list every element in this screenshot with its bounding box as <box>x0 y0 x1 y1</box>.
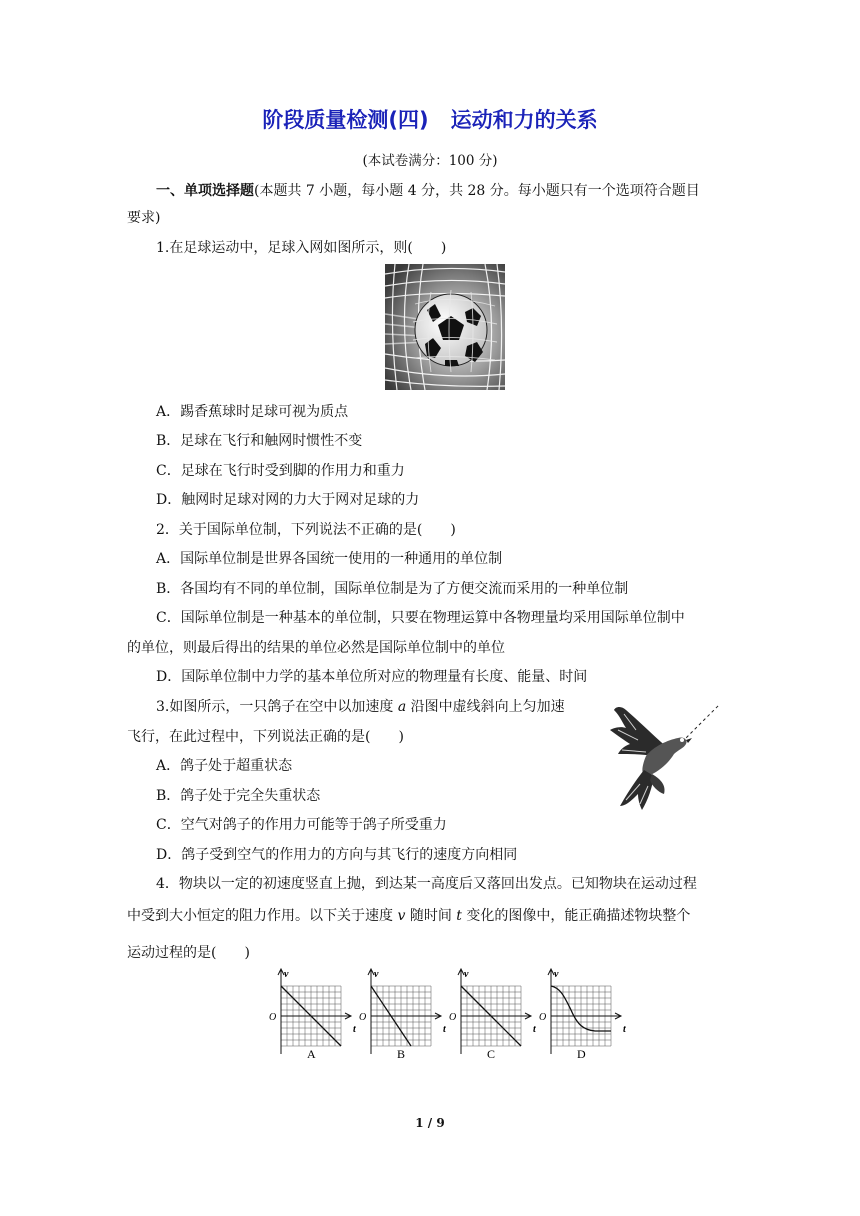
graph-option-label: D <box>577 1047 586 1061</box>
pigeon-image <box>606 700 726 814</box>
v-axis-label: v <box>374 969 379 980</box>
q4-stem-line1: 4．物块以一定的初速度竖直上抛，到达某一高度后又落回出发点。已知物块在运动过程 <box>156 876 697 892</box>
q3-option-d: D．鸽子受到空气的作用力的方向与其飞行的速度方向相同 <box>156 847 518 863</box>
var-v: v <box>397 908 406 924</box>
q4-stem-line3: 运动过程的是( ) <box>127 945 250 961</box>
var-a: a <box>397 699 407 715</box>
origin-label: O <box>539 1012 547 1023</box>
origin-label: O <box>359 1012 367 1023</box>
origin-label: O <box>269 1012 277 1023</box>
page-number: 1 / 9 <box>415 1116 445 1130</box>
vt-graph-b <box>356 966 446 1061</box>
q1-stem: 1.在足球运动中，足球入网如图所示，则( ) <box>156 240 447 256</box>
q3-option-c: C．空气对鸽子的作用力可能等于鸽子所受重力 <box>156 817 447 833</box>
var-t: t <box>456 908 462 924</box>
v-axis-label: v <box>554 969 559 980</box>
q4-stem-line2: 中受到大小恒定的阻力作用。以下关于速度 v 随时间 t 变化的图像中，能正确描述物块整个 <box>127 908 691 924</box>
section-title: 一、单项选择题 <box>156 183 254 199</box>
section-heading <box>156 180 700 200</box>
graph-option-label: B <box>397 1047 406 1061</box>
title-part1: 阶段质量检测(四) <box>262 108 429 132</box>
origin-label: O <box>449 1012 457 1023</box>
vt-graph-a <box>266 966 356 1061</box>
q2-option-c: C．国际单位制是一种基本的单位制，只要在物理运算中各物理量均采用国际单位制中 <box>156 610 685 626</box>
q3-option-b: B．鸽子处于完全失重状态 <box>156 788 321 804</box>
t-axis-label: t <box>353 1024 356 1035</box>
section-desc-cont: 要求) <box>127 210 161 226</box>
q2-stem: 2．关于国际单位制，下列说法不正确的是( ) <box>156 522 456 538</box>
q3-stem: 3.如图所示，一只鸽子在空中以加速度 a 沿图中虚线斜向上匀加速 <box>156 699 565 715</box>
football-net-image <box>385 264 505 390</box>
q1-option-d: D．触网时足球对网的力大于网对足球的力 <box>156 492 420 508</box>
vt-graph-d <box>536 966 626 1061</box>
t-axis-label: t <box>623 1024 626 1035</box>
score-note: (本试卷满分：100 分) <box>362 153 498 169</box>
v-axis-label: v <box>464 969 469 980</box>
q1-option-c: C．足球在飞行时受到脚的作用力和重力 <box>156 463 405 479</box>
page-title <box>0 104 860 134</box>
q2-option-d: D．国际单位制中力学的基本单位所对应的物理量有长度、能量、时间 <box>156 669 588 685</box>
t-axis-label: t <box>533 1024 536 1035</box>
q2-option-b: B．各国均有不同的单位制，国际单位制是为了方便交流而采用的一种单位制 <box>156 581 629 597</box>
section-desc: (本题共 7 小题，每小题 4 分，共 28 分。每小题只有一个选项符合题目 <box>254 183 700 199</box>
graph-option-label: A <box>307 1047 316 1061</box>
v-axis-label: v <box>284 969 289 980</box>
q2-option-a: A．国际单位制是世界各国统一使用的一种通用的单位制 <box>156 551 503 567</box>
q1-option-b: B．足球在飞行和触网时惯性不变 <box>156 433 363 449</box>
t-axis-label: t <box>443 1024 446 1035</box>
vt-graph-c <box>446 966 536 1061</box>
graph-option-label: C <box>487 1047 496 1061</box>
q3-option-a: A．鸽子处于超重状态 <box>156 758 293 774</box>
q1-option-a: A．踢香蕉球时足球可视为质点 <box>156 404 349 420</box>
q2-option-c-cont: 的单位，则最后得出的结果的单位必然是国际单位制中的单位 <box>127 640 505 656</box>
q3-stem-cont: 飞行，在此过程中，下列说法正确的是( ) <box>127 729 404 745</box>
title-part2: 运动和力的关系 <box>450 108 598 132</box>
